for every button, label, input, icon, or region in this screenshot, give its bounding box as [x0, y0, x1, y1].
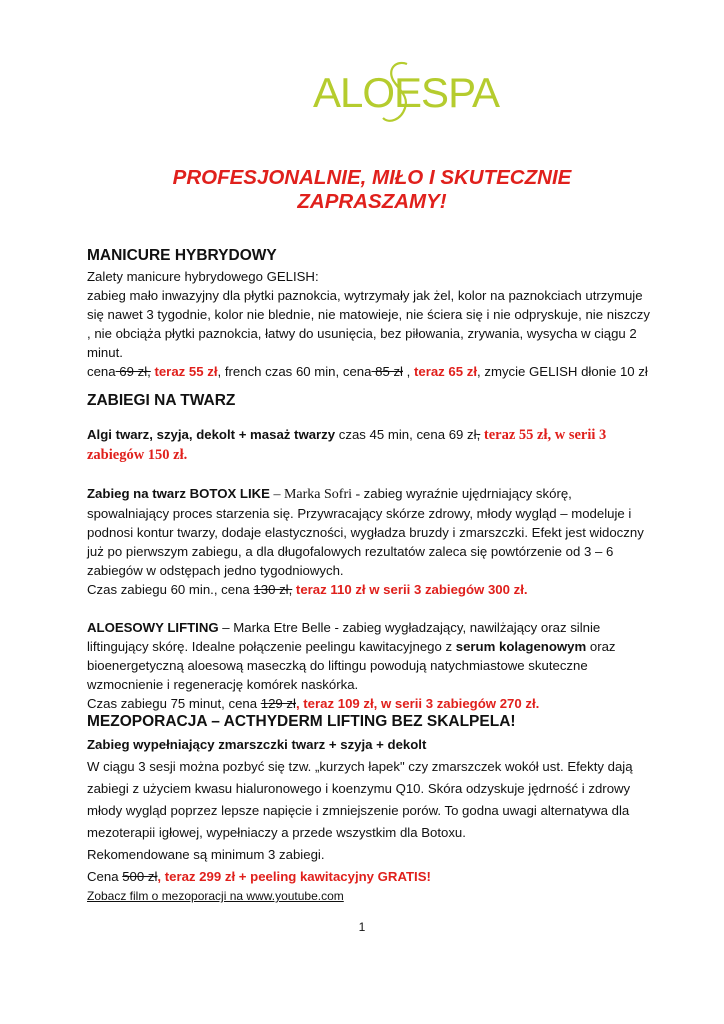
mezo-section: [87, 712, 657, 904]
page-headline: [87, 166, 657, 214]
page-number: 1: [358, 920, 366, 934]
mezo-title: MEZOPORACJA – ACTHYDERM LIFTING BEZ SKALPELA!: [87, 713, 516, 730]
lifting-offer: , teraz 109 zł, w serii 3 zabiegów 270 zł.: [295, 696, 540, 711]
botox-price-line: [87, 580, 657, 599]
mezo-price-line: [87, 866, 657, 888]
botox-offer: teraz 110 zł w serii 3 zabiegów 300 zł.: [292, 582, 528, 597]
algi-offer: teraz 55 zł, w serii 3 zabiegów 150 zł.: [87, 427, 607, 463]
logo-text: ALOESPA: [313, 69, 499, 116]
algi-name: Algi twarz, szyja, dekolt + masaż twarzy: [87, 427, 336, 442]
botox-name: Zabieg na twarz BOTOX LIKE: [87, 486, 270, 501]
old-price-french: 85 zł: [371, 364, 403, 379]
lifting-serum: serum kolagenowym: [455, 639, 587, 654]
manicure-section: [87, 246, 657, 381]
lifting-old-price: 129 zł: [260, 696, 296, 711]
french-text: , french czas 60 min, cena: [217, 364, 372, 379]
algi-comma: ,: [476, 427, 481, 442]
lifting-desc-1: – Marka Etre Belle - zabieg wygładzający, nawilżający oraz silnie liftingujący skórę. Idealne połączenie peelingu kawitacyjnego z: [87, 620, 601, 654]
mezo-subtitle: Zabieg wypełniający zmarszczki twarz + szyja + dekolt: [87, 737, 427, 752]
aloespa-logo: [313, 62, 499, 134]
new-price-french: teraz 65 zł: [413, 364, 478, 379]
botox-desc: zabieg wyraźnie ujędrniający skórę, spowalniający proces starzenia się. Przywracający skórze zdrowy, młody wygląd – modeluje i podnosi kontur twarzy, dodaje elastyczności, wygładza bruzdy i zmarszczki. Efekt jest widoczny już po pierwszym zabiegu, a dla długofalowych rezultatów zaleca się powtórzenie od 3 – 6 zabiegów w odstępach jedno tygodniowych.: [87, 486, 644, 578]
botox-price-prefix: Czas zabiegu 60 min., cena: [87, 582, 254, 597]
headline-line-2: ZAPRASZAMY!: [297, 190, 447, 213]
mezo-body: W ciągu 3 sesji można pozbyć się tzw. „kurzych łapek" czy zmarszczek wokół ust. Efekty dają zabiegi z użyciem kwasu hialuronowego i koenzymu Q10. Skóra odzyskuje jędrność i zdrowy młody wygląd poprzez lepsze napięcie i zmniejszenie porów. To godna uwagi alternatywa dla mezoterapii igłowej, wypełniaczy a przede wszystkim dla Botoxu.: [87, 759, 633, 840]
manicure-title: MANICURE HYBRYDOWY: [87, 247, 277, 264]
manicure-price-line: [87, 362, 657, 381]
lifting-desc-2: oraz bioenergetyczną aloesową maseczką do liftingu powodują natychmiastowe skuteczne wzmocnienie i regenerację komórek naskórka.: [87, 639, 616, 692]
separator: ,: [402, 364, 414, 379]
lifting-price-line: [87, 694, 657, 713]
face-section: [87, 391, 657, 713]
mezo-offer: , teraz 299 zł + peeling kawitacyjny GRATIS!: [157, 869, 431, 884]
mezo-recommend: Rekomendowane są minimum 3 zabiegi.: [87, 847, 325, 862]
gelish-removal: , zmycie GELISH dłonie 10 zł: [477, 364, 648, 379]
manicure-body: zabieg mało inwazyjny dla płytki paznokcia, wytrzymały jak żel, kolor na paznokciach utrzymuje się nawet 3 tygodnie, kolor nie blednie, nie matowieje, nie ściera się i nie odpryskuje, nie niszczy , nie obciąża płytki paznokcia, łatwy do usunięcia, bez piłowania, zrywania, wysycha w ciągu 2 minut.: [87, 288, 650, 360]
algi-item: [87, 425, 657, 465]
botox-old-price: 130 zł,: [253, 582, 293, 597]
lifting-price-prefix: Czas zabiegu 75 minut, cena: [87, 696, 261, 711]
old-price: 69 zł,: [115, 364, 151, 379]
botox-item: [87, 484, 657, 580]
face-title: ZABIEGI NA TWARZ: [87, 392, 236, 409]
algi-desc: czas 45 min, cena 69 zł: [335, 427, 477, 442]
price-prefix: cena: [87, 364, 116, 379]
lifting-name: ALOESOWY LIFTING: [87, 620, 219, 635]
botox-brand: – Marka Sofri -: [269, 487, 364, 502]
new-price: teraz 55 zł: [150, 364, 218, 379]
headline-line-1: PROFESJONALNIE, MIŁO I SKUTECZNIE: [172, 166, 572, 189]
mezo-price-prefix: Cena: [87, 869, 123, 884]
manicure-intro: Zalety manicure hybrydowego GELISH:: [87, 269, 319, 284]
mezo-old-price: 500 zł: [122, 869, 158, 884]
lifting-item: [87, 618, 657, 694]
youtube-link[interactable]: Zobacz film o mezoporacji na www.youtube.com: [87, 889, 344, 903]
